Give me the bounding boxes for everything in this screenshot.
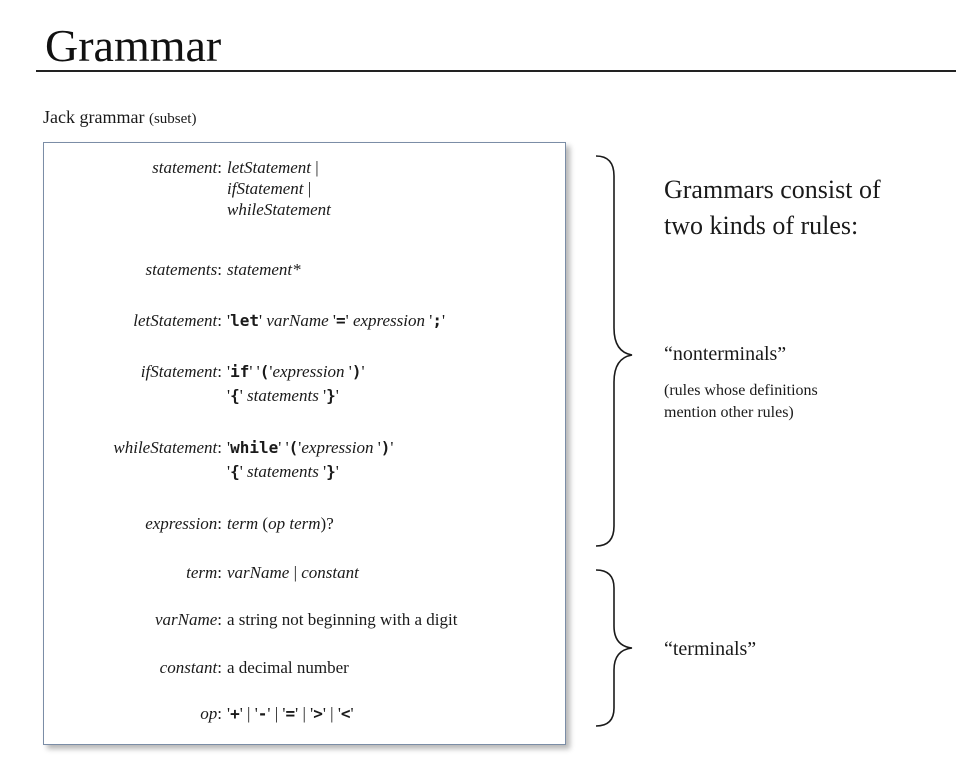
rule-rhs: a decimal number	[227, 658, 349, 677]
symbol: (	[259, 362, 270, 381]
rule-lhs: statement	[152, 158, 218, 177]
nonterminal: term	[289, 514, 321, 533]
slide-title: Grammar	[45, 20, 222, 71]
rule-rhs: statement*	[227, 260, 301, 279]
nonterminal: whileStatement	[227, 200, 331, 219]
rule-lhs: expression	[145, 514, 218, 533]
rule-lhs: term	[186, 563, 218, 582]
symbol: ;	[432, 311, 442, 330]
nonterminal: term	[227, 514, 259, 533]
nonterminal: varName	[266, 311, 329, 330]
symbol: }	[326, 462, 336, 481]
terminals-label: “terminals”	[664, 638, 757, 660]
symbol: +	[230, 704, 240, 723]
symbol: =	[285, 704, 296, 723]
rules-kinds-heading: Grammars consist of two kinds of rules:	[664, 175, 881, 240]
rule-lhs: op	[200, 704, 218, 723]
title-underline	[36, 70, 956, 72]
symbol: {	[230, 386, 240, 405]
symbol: >	[313, 704, 323, 723]
caption-subset: (subset)	[148, 111, 197, 127]
nonterminal: constant	[301, 563, 359, 582]
nonterminals-brace	[596, 156, 632, 546]
rule-rhs: a string not beginning with a digit	[227, 610, 458, 629]
keyword: let	[230, 311, 259, 330]
keyword: while	[230, 438, 279, 457]
rule-lhs: constant	[159, 658, 218, 677]
nonterminal: statements	[247, 462, 319, 481]
nonterminal: ifStatement	[227, 179, 304, 198]
symbol: (	[288, 438, 299, 457]
symbol: )	[351, 362, 362, 381]
keyword: if	[230, 362, 250, 381]
nonterminal: expression	[352, 311, 426, 330]
grammar-caption	[43, 105, 196, 131]
nonterminal: expression	[272, 362, 345, 381]
nonterminal: expression	[301, 438, 374, 457]
nonterminals-label: “nonterminals”	[664, 343, 787, 365]
brace-group	[590, 150, 640, 750]
nonterminals-note: (rules whose definitions mention other rules)	[664, 382, 818, 421]
nonterminal: letStatement	[227, 158, 312, 177]
caption-main: Jack grammar	[43, 107, 145, 127]
symbol: -	[257, 704, 268, 723]
grammar-box: statement: letStatement | ifStatement | whileStatement statements: statement* letStatement: 'let' varName '=' expression ';' ifStatement: 'if' '('expression ')' '{' statements '}' whileStatement: 'while' '('expression ')' '{' statements '}' expression: term (op term)? term: varName | constant varName: a string not beginning with a digit constant: a decimal number op: '+' | '-' | '=' | '>' | '<'	[43, 142, 566, 745]
rule-lhs: ifStatement	[140, 362, 218, 381]
nonterminal: statements	[247, 386, 319, 405]
rule-lhs: whileStatement	[113, 438, 218, 457]
nonterminal: varName	[227, 563, 290, 582]
symbol: =	[335, 311, 346, 330]
optional-marker: ?	[326, 514, 334, 533]
rule-lhs: statements	[145, 260, 218, 279]
terminals-brace	[596, 570, 632, 726]
rule-lhs: letStatement	[133, 311, 218, 330]
rule-lhs: varName	[154, 610, 218, 629]
symbol: <	[340, 704, 351, 723]
symbol: )	[380, 438, 391, 457]
symbol: }	[326, 386, 336, 405]
symbol: {	[230, 462, 240, 481]
nonterminal: op	[268, 514, 286, 533]
